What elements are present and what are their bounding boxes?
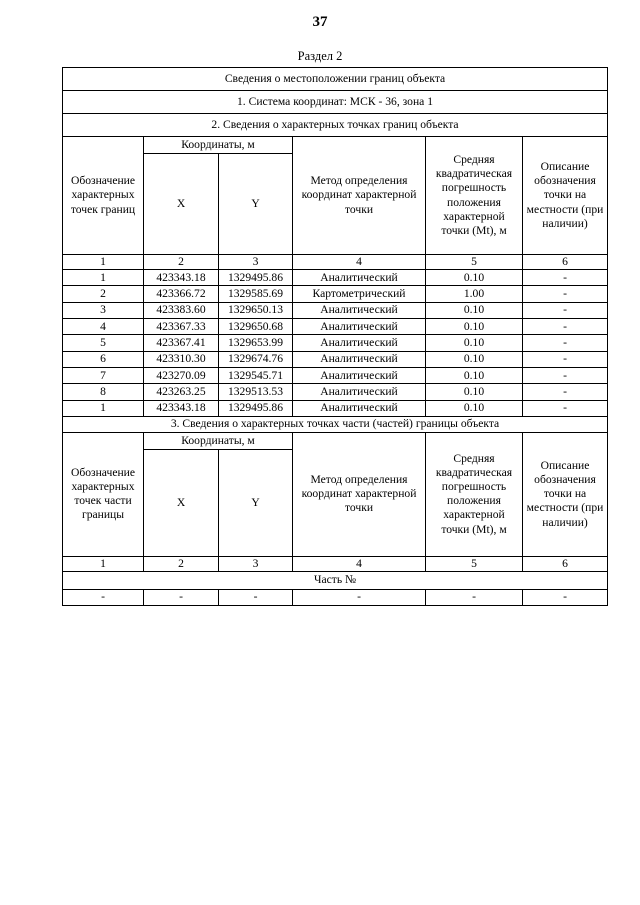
table-row [63,302,608,318]
method-value: Аналитический [293,319,426,335]
error-value: 0.10 [426,351,523,367]
point-id: 4 [63,319,144,335]
point-id: 3 [63,302,144,318]
method-value: Аналитический [293,302,426,318]
table-row [63,351,608,367]
description-value: - [523,302,608,318]
header-description: Описание обозначения точки на местности (при наличии) [523,432,608,556]
description-value: - [523,367,608,383]
point-id: 5 [63,335,144,351]
point-id: 1 [63,400,144,416]
header-method: Метод определения координат характерной точки [293,137,426,255]
x-value: 423367.33 [144,319,219,335]
part-label: Часть № [63,571,608,589]
section2-title: 2. Сведения о характерных точках границ объекта [63,114,608,137]
point-id: 1 [63,270,144,286]
error-value: 0.10 [426,384,523,400]
header-y: Y [219,449,293,556]
point-id: 8 [63,384,144,400]
x-value: 423310.30 [144,351,219,367]
table-row [63,400,608,416]
column-number: 3 [219,556,293,571]
table-row [63,270,608,286]
error-value: 0.10 [426,335,523,351]
header-error: Средняя квадратическая погрешность положения характерной точки (Mt), м [426,432,523,556]
y-value: 1329545.71 [219,367,293,383]
column-number: 2 [144,556,219,571]
dash-cell: - [293,589,426,605]
table-title: Сведения о местоположении границ объекта [63,68,608,91]
x-value: 423383.60 [144,302,219,318]
column-number: 5 [426,255,523,270]
header-coordinates: Координаты, м [144,137,293,154]
error-value: 0.10 [426,302,523,318]
coordinate-system-line: 1. Система координат: МСК - 36, зона 1 [63,91,608,114]
x-value: 423367.41 [144,335,219,351]
error-value: 1.00 [426,286,523,302]
header-point-designation: Обозначение характерных точек границ [63,137,144,255]
description-value: - [523,335,608,351]
description-value: - [523,400,608,416]
column-number: 3 [219,255,293,270]
method-value: Картометрический [293,286,426,302]
y-value: 1329585.69 [219,286,293,302]
dash-cell: - [219,589,293,605]
error-value: 0.10 [426,270,523,286]
dash-cell: - [426,589,523,605]
method-value: Аналитический [293,351,426,367]
dash-cell: - [63,589,144,605]
method-value: Аналитический [293,367,426,383]
column-number: 6 [523,255,608,270]
column-number: 4 [293,255,426,270]
y-value: 1329650.68 [219,319,293,335]
column-number: 1 [63,556,144,571]
table-row [63,335,608,351]
table-row [63,384,608,400]
y-value: 1329495.86 [219,400,293,416]
section-label: Раздел 2 [297,49,343,63]
column-number: 2 [144,255,219,270]
description-value: - [523,319,608,335]
x-value: 423270.09 [144,367,219,383]
table-row [63,589,608,605]
column-number: 5 [426,556,523,571]
header-y: Y [219,154,293,255]
description-value: - [523,286,608,302]
description-value: - [523,270,608,286]
table-row [63,367,608,383]
y-value: 1329674.76 [219,351,293,367]
dash-cell: - [144,589,219,605]
x-value: 423263.25 [144,384,219,400]
column-number: 6 [523,556,608,571]
header-part-point-designation: Обозначение характерных точек части границы [63,432,144,556]
method-value: Аналитический [293,384,426,400]
point-id: 2 [63,286,144,302]
error-value: 0.10 [426,367,523,383]
y-value: 1329513.53 [219,384,293,400]
page-number: 37 [312,14,328,30]
point-id: 6 [63,351,144,367]
error-value: 0.10 [426,319,523,335]
section3-title: 3. Сведения о характерных точках части (частей) границы объекта [63,416,608,432]
x-value: 423366.72 [144,286,219,302]
point-id: 7 [63,367,144,383]
column-number: 1 [63,255,144,270]
description-value: - [523,384,608,400]
description-value: - [523,351,608,367]
header-error: Средняя квадратическая погрешность положения характерной точки (Mt), м [426,137,523,255]
y-value: 1329653.99 [219,335,293,351]
header-description: Описание обозначения точки на местности (при наличии) [523,137,608,255]
column-number: 4 [293,556,426,571]
boundary-table [62,67,608,606]
header-x: X [144,449,219,556]
header-x: X [144,154,219,255]
header-method: Метод определения координат характерной точки [293,432,426,556]
dash-cell: - [523,589,608,605]
header-coordinates: Координаты, м [144,432,293,449]
method-value: Аналитический [293,270,426,286]
table-row [63,286,608,302]
error-value: 0.10 [426,400,523,416]
x-value: 423343.18 [144,400,219,416]
method-value: Аналитический [293,335,426,351]
y-value: 1329495.86 [219,270,293,286]
x-value: 423343.18 [144,270,219,286]
y-value: 1329650.13 [219,302,293,318]
table-row [63,319,608,335]
method-value: Аналитический [293,400,426,416]
